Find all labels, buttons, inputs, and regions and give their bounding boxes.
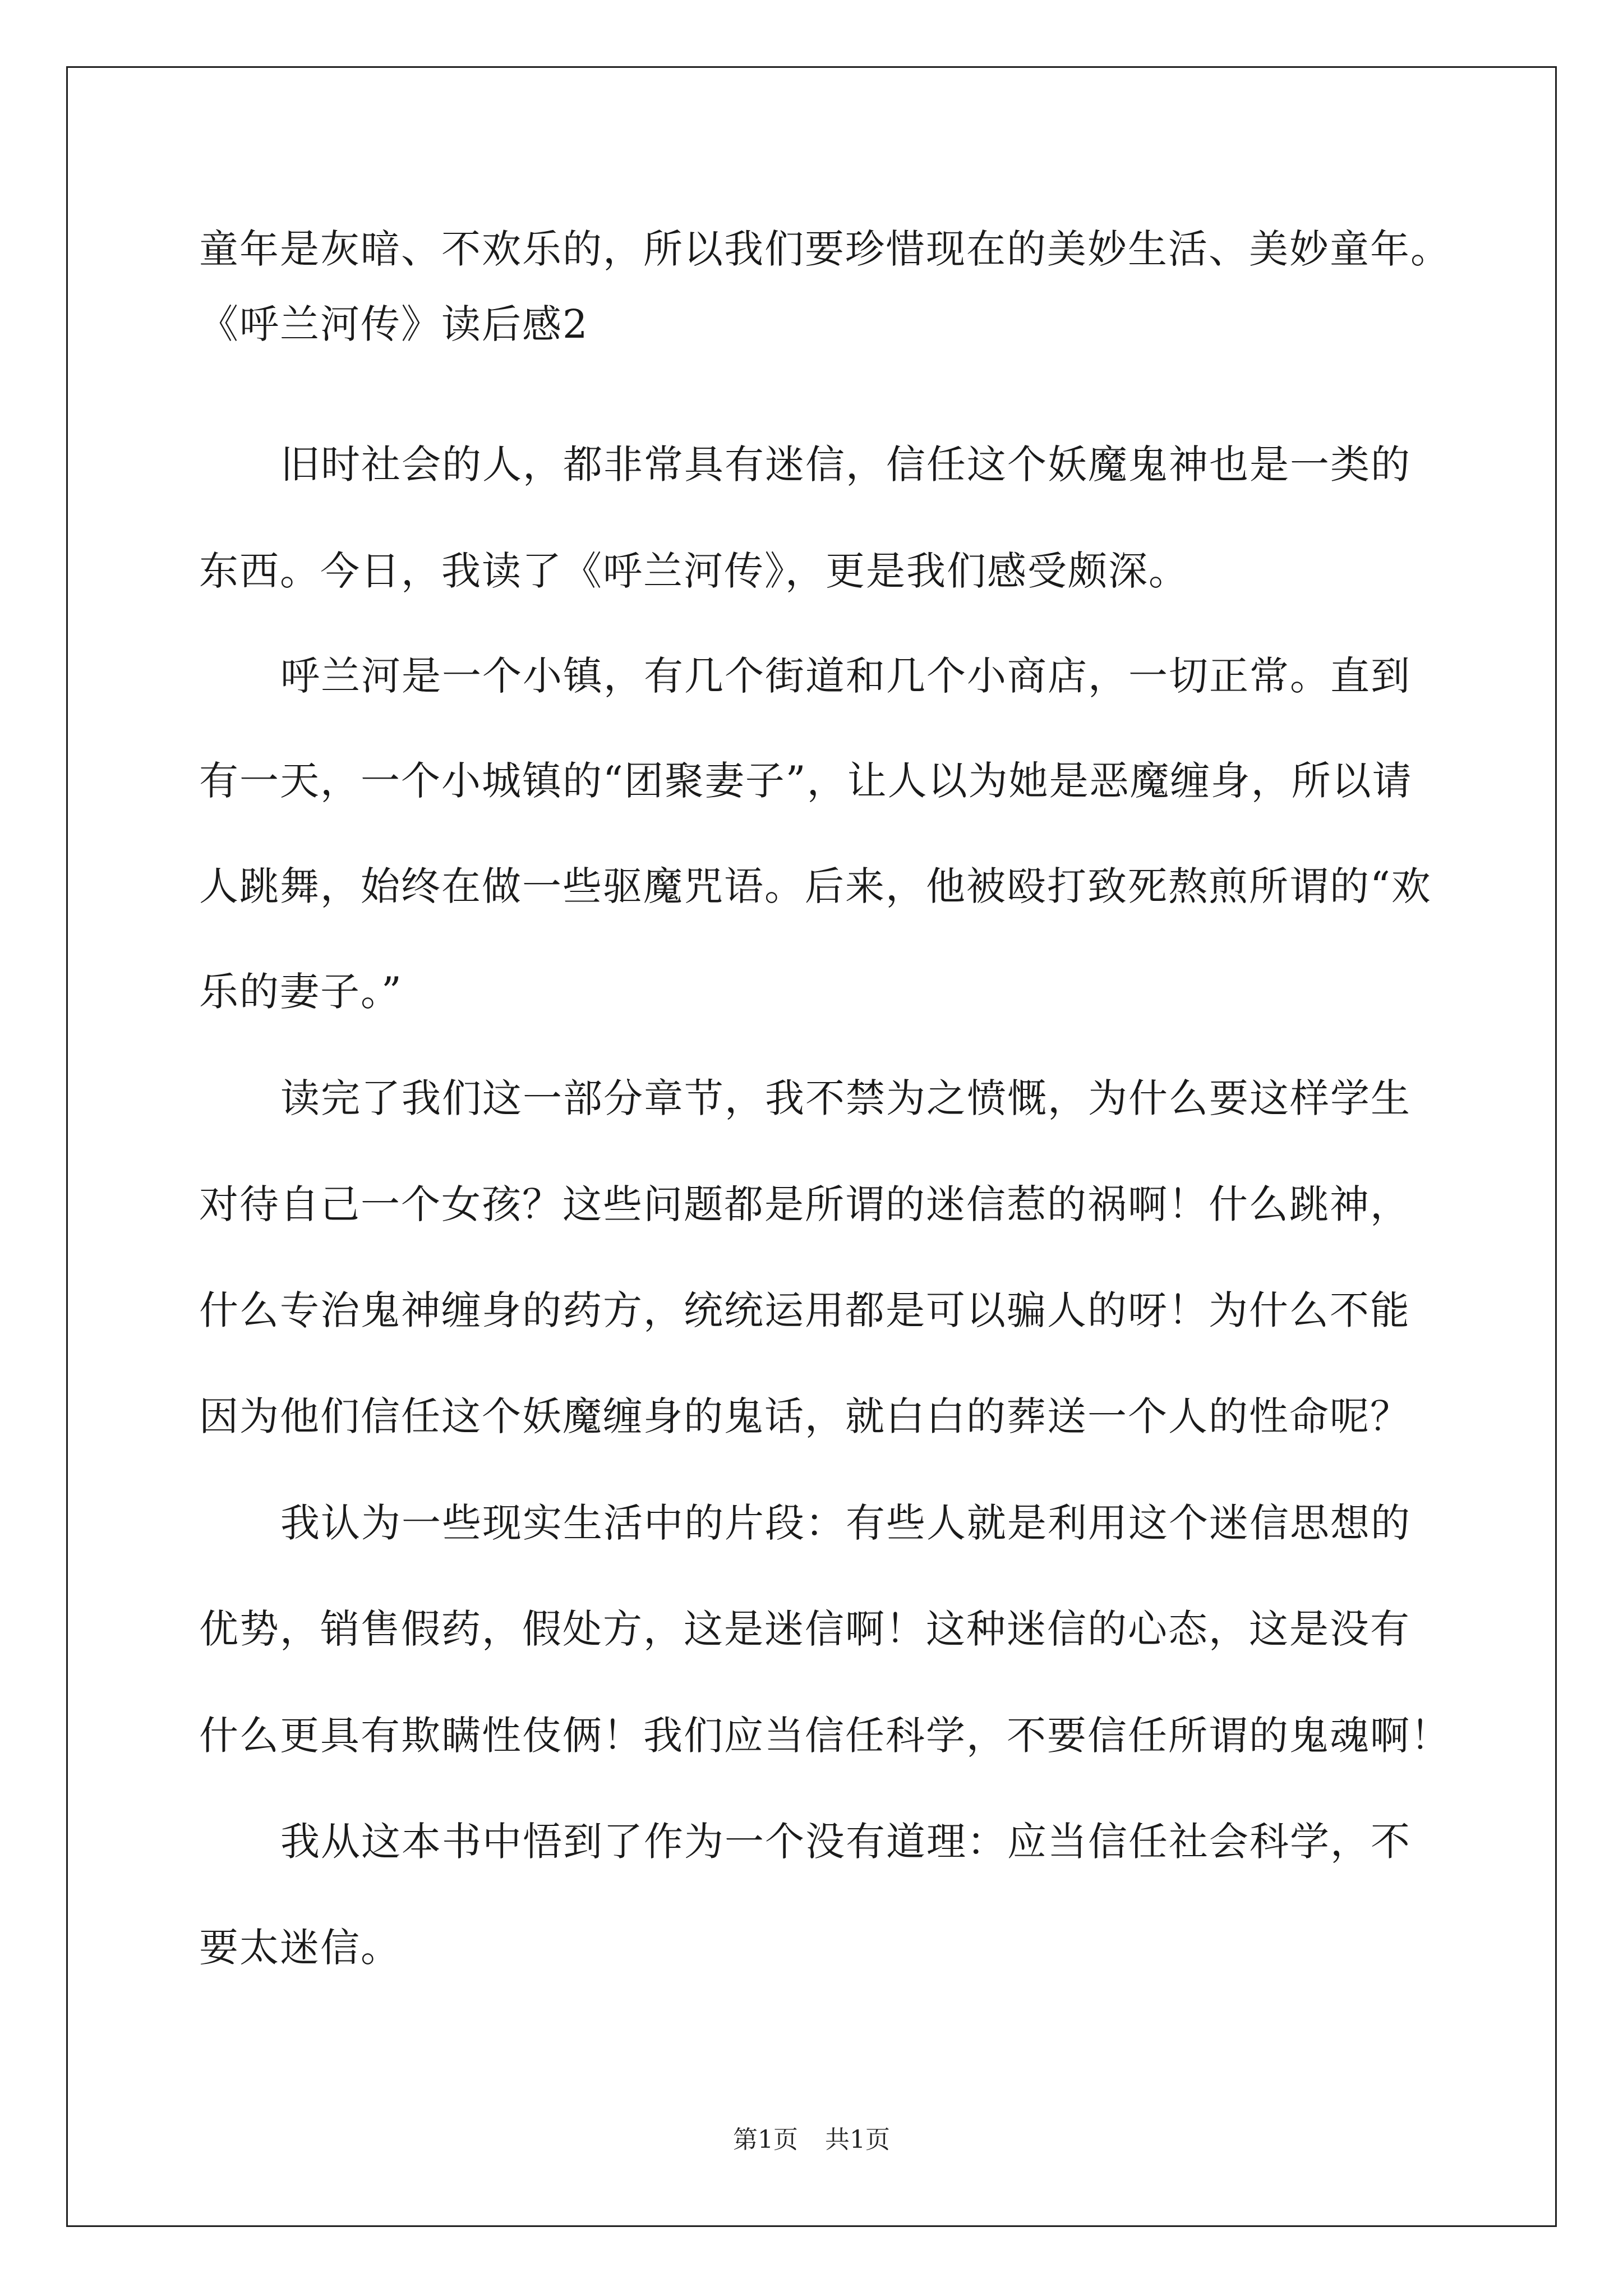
text-line: 我认为一些现实生活中的片段：有些人就是利用这个迷信思想的 (280, 1500, 1411, 1546)
text-line: 要太迷信。 (199, 1925, 401, 1971)
text-line: 有一天，一个小城镇的“团聚妻子”，让人以为她是恶魔缠身，所以请 (199, 758, 1413, 804)
text-line: 呼兰河是一个小镇，有几个街道和几个小商店，一切正常。直到 (280, 653, 1411, 699)
text-line: 童年是灰暗、不欢乐的，所以我们要珍惜现在的美妙生活、美妙童年。 (199, 226, 1451, 272)
page-footer (0, 2126, 1623, 2154)
text-line: 东西。今日，我读了《呼兰河传》，更是我们感受颇深。 (199, 548, 1189, 594)
section-heading: 《呼兰河传》读后感2 (199, 301, 589, 347)
text-line: 什么专治鬼神缠身的药方，统统运用都是可以骗人的呀！为什么不能 (199, 1287, 1410, 1333)
text-line: 因为他们信任这个妖魔缠身的鬼话，就白白的葬送一个人的性命呢？ (199, 1393, 1410, 1439)
text-line: 人跳舞，始终在做一些驱魔咒语。后来，他被殴打致死熬煎所谓的“欢 (199, 863, 1432, 909)
text-line: 旧时社会的人，都非常具有迷信，信任这个妖魔鬼神也是一类的 (280, 441, 1411, 487)
text-line: 乐的妻子。” (199, 969, 403, 1015)
page-total: 共1页 (825, 2125, 890, 2154)
page-number: 第1页 (733, 2125, 798, 2154)
text-line: 什么更具有欺瞒性伎俩！我们应当信任科学，不要信任所谓的鬼魂啊！ (199, 1713, 1451, 1759)
text-line: 优势，销售假药，假处方，这是迷信啊！这种迷信的心态，这是没有 (199, 1606, 1410, 1652)
text-line: 我从这本书中悟到了作为一个没有道理：应当信任社会科学，不 (280, 1819, 1411, 1865)
text-line: 对待自己一个女孩？这些问题都是所谓的迷信惹的祸啊！什么跳神， (199, 1181, 1410, 1227)
text-line: 读完了我们这一部分章节，我不禁为之愤慨，为什么要这样学生 (280, 1075, 1411, 1121)
page-border (66, 66, 1557, 2227)
